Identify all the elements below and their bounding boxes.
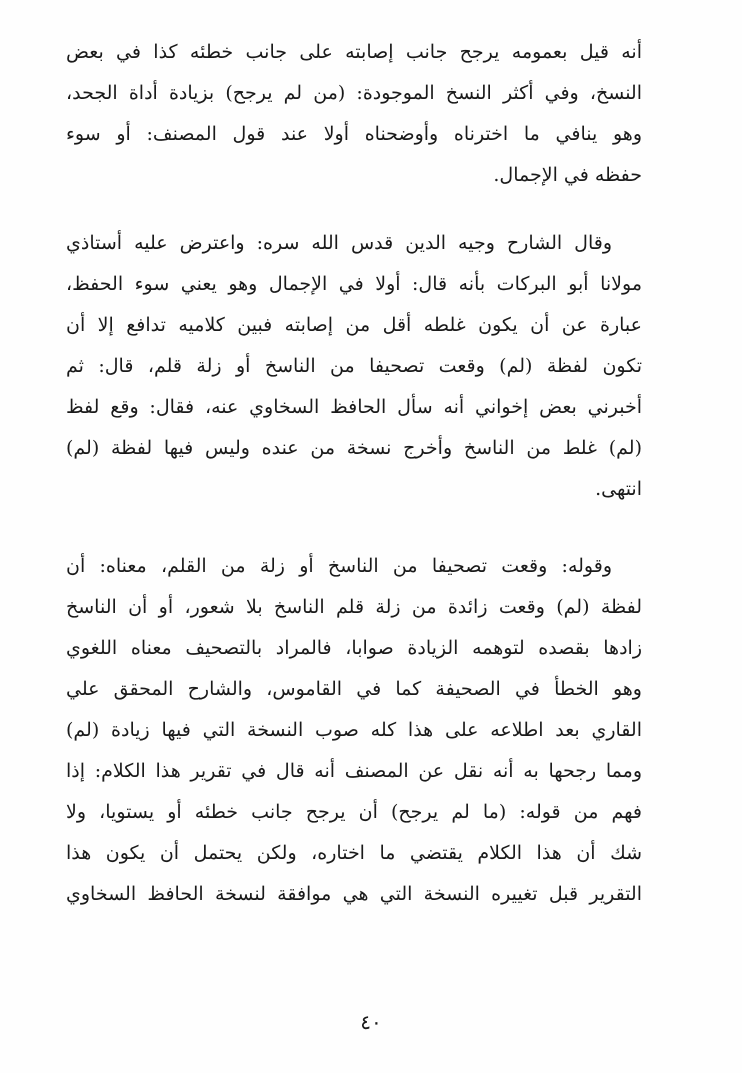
text-line: تكون لفظة (لم) وقعت تصحيفا من الناسخ أو زلة قلم، قال: ثم	[66, 355, 642, 377]
text-line: ومما رجحها به أنه نقل عن المصنف أنه قال في تقرير هذا الكلام: إذا	[66, 760, 642, 782]
text-line: عبارة عن أن يكون غلطه أقل من إصابته فبين كلاميه تدافع إلا أن	[66, 314, 642, 336]
text-line: وهو ينافي ما اخترناه وأوضحناه أولا عند قول المصنف: أو سوء	[66, 123, 642, 145]
text-line: انتهى.	[595, 478, 642, 500]
text-line: لفظة (لم) وقعت زائدة من زلة قلم الناسخ بلا شعور، أو أن الناسخ	[66, 596, 642, 618]
text-line: وقال الشارح وجيه الدين قدس الله سره: واعترض عليه أستاذي	[66, 232, 613, 254]
text-line: فهم من قوله: (ما لم يرجح) أن يرجح جانب خطئه أو يستويا، ولا	[66, 801, 642, 823]
paragraph-1	[66, 32, 642, 196]
page-number: ٤٠	[360, 1010, 382, 1034]
text-line: القاري بعد اطلاعه على هذا كله صوب النسخة التي فيها زيادة (لم)	[66, 719, 642, 741]
text-line: وقوله: وقعت تصحيفا من الناسخ أو زلة من القلم، معناه: أن	[66, 555, 612, 577]
text-line: أخبرني بعض إخواني أنه سأل الحافظ السخاوي عنه، فقال: وقع لفظ	[66, 396, 642, 418]
text-line: حفظه في الإجمال.	[493, 164, 642, 186]
text-line: زادها بقصده لتوهمه الزيادة صوابا، فالمراد بالتصحيف معناه اللغوي	[66, 637, 642, 659]
paragraph-2	[66, 223, 642, 510]
text-line: التقرير قبل تغييره النسخة التي هي موافقة لنسخة الحافظ السخاوي	[66, 883, 642, 905]
text-line: شك أن هذا الكلام يقتضي ما اختاره، ولكن يحتمل أن يكون هذا	[66, 842, 642, 864]
text-line: مولانا أبو البركات بأنه قال: أولا في الإجمال وهو يعني سوء الحفظ،	[66, 273, 642, 295]
text-line: أنه قيل بعمومه يرجح جانب إصابته على جانب خطئه كذا في بعض	[66, 41, 642, 63]
text-line: (لم) غلط من الناسخ وأخرج نسخة من عنده وليس فيها لفظة (لم)	[66, 437, 642, 459]
text-line: وهو الخطأ في الصحيفة كما في القاموس، والشارح المحقق علي	[66, 678, 642, 700]
paragraph-3	[66, 546, 642, 915]
text-line: النسخ، وفي أكثر النسخ الموجودة: (من لم يرجح) بزيادة أداة الجحد،	[66, 82, 642, 104]
